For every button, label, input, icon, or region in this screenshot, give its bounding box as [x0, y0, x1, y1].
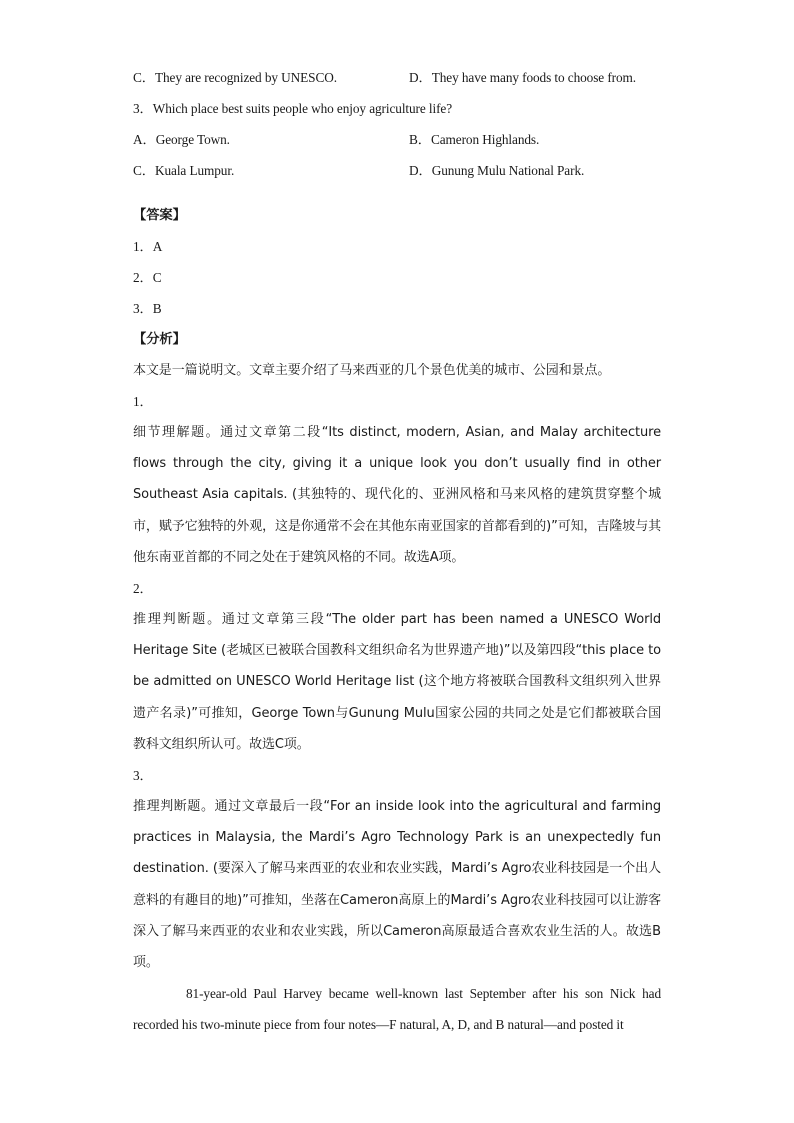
answer-heading: 【答案】 [133, 208, 186, 223]
analysis-item-1-text: 细节理解题。通过文章第二段“Its distinct, modern, Asian, and Malay architecture flows through the city, giving it a unique look you don’t usually find in other Southeast Asia capitals. (其独特的、现代化的、亚洲风格和马来风格的建筑贯穿整个城市，赋予它独特的外观，这是你通常不会在其他东南亚国家的首都看到的)”可知，吉隆坡与其他东南亚首都的不同之处在于建筑风格的不同。故选A项。 [133, 425, 661, 565]
section-gap [133, 186, 661, 200]
q3-option-a: A．George Town. [133, 132, 230, 147]
q3-option-c: C．Kuala Lumpur. [133, 163, 235, 178]
q3-stem: 3．Which place best suits people who enjoy agriculture life? [133, 101, 453, 116]
q3-options-row-1 [133, 124, 661, 155]
next-passage-paragraph: 81-year-old Paul Harvey became well-known last September after his son Nick had recorded his two-minute piece from four notes—F natural, A, D, and B natural—and posted it [133, 986, 661, 1033]
answer-3: 3．B [133, 301, 162, 316]
analysis-item-2-text: 推理判断题。通过文章第三段“The older part has been named a UNESCO World Heritage Site (老城区已被联合国教科文组织命名为世界遗产地)”以及第四段“this place to be admitted on UNESCO World Heritage list (这个地方将被联合国教科文组织列入世界遗产名录)”可推知，George Town与Gunung Mulu国家公园的共同之处是它们都被联合国教科文组织所认可。故选C项。 [133, 612, 661, 752]
q2-option-d: D．They have many foods to choose from. [409, 70, 636, 85]
answer-2: 2．C [133, 270, 162, 285]
analysis-item-3-text: 推理判断题。通过文章最后一段“For an inside look into the agricultural and farming practices in Malaysia, the Mardi’s Agro Technology Park is an unexpectedly fun destination. (要深入了解马来西亚的农业和农业实践，Mardi’s Agro农业科技园是一个出人意料的有趣目的地)”可推知，坐落在Cameron高原上的Mardi’s Agro农业科技园可以让游客深入了解马来西亚的农业和农业实践，所以Cameron高原最适合喜欢农业生活的人。故选B项。 [133, 799, 661, 971]
q3-options-row-2 [133, 155, 661, 186]
analysis-item-3-number: 3． [133, 768, 153, 784]
q2-option-c: C．They are recognized by UNESCO. [133, 70, 337, 85]
analysis-item-1-number: 1． [133, 394, 153, 409]
answer-1: 1．A [133, 239, 163, 254]
analysis-heading: 【分析】 [133, 332, 186, 347]
q2-options-row [133, 62, 661, 93]
analysis-item-2-number: 2． [133, 581, 153, 597]
q3-option-b: B．Cameron Highlands. [409, 132, 540, 147]
q3-option-d: D．Gunung Mulu National Park. [409, 163, 585, 178]
analysis-summary: 本文是一篇说明文。文章主要介绍了马来西亚的几个景色优美的城市、公园和景点。 [133, 363, 611, 378]
document-page [133, 62, 661, 1041]
